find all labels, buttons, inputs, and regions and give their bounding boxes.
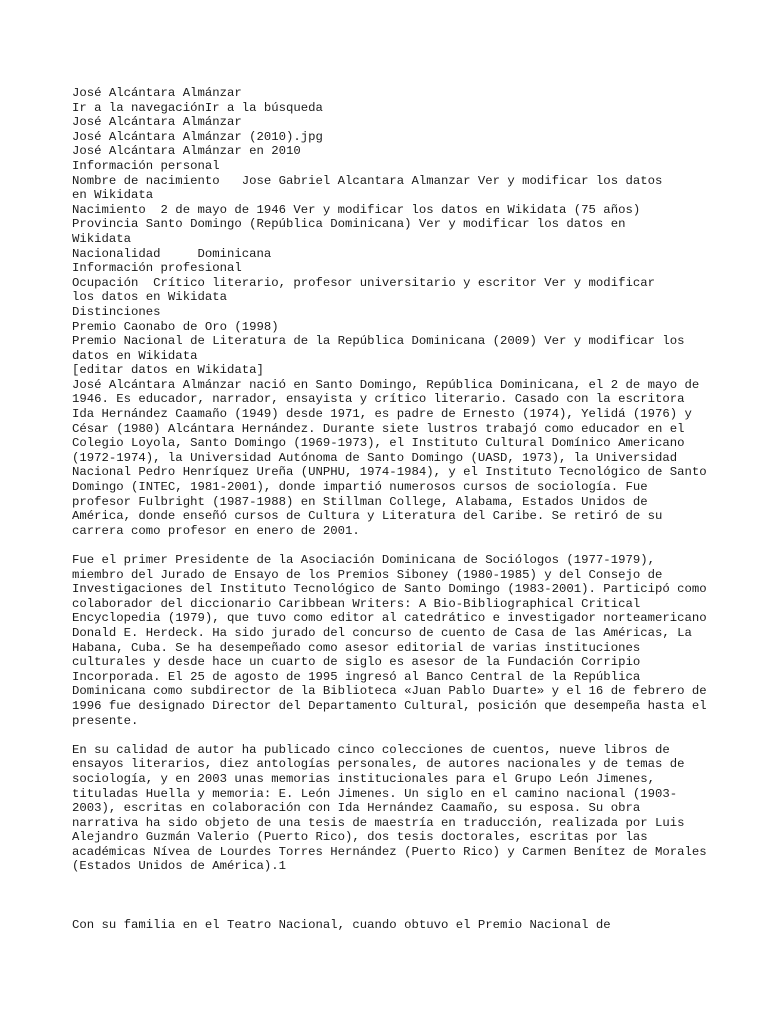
infobox-award-premio-nacional: Premio Nacional de Literatura de la República Dominicana (2009) Ver y modificar los xyxy=(72,334,685,349)
paragraph-career: Fue el primer Presidente de la Asociación Dominicana de Sociólogos (1977-1979), miembro del Jurado de Ensayo de los Premios Siboney (1980-1985) y del Consejo de Investigaciones del Instituto Tecnológico de Santo Domingo (1983-2001). Participó como colaborador del diccionario Caribbean Writers: A Bio-Bibliographical Critical Encyclopedia (1979), que tuvo como editor al catedrático e investigador norteamericano Donald E. Herdeck. Ha sido jurado del concurso de cuento de Casa de las Américas, La Habana, Cuba. Se ha desempeñado como asesor editorial de varias instituciones culturales y desde hace un cuarto de siglo es asesor de la Fundación Corripio Incorporada. El 25 de agosto de 1995 ingresó al Banco Central de la República Dominicana como subdirector de la Biblioteca «Juan Pablo Duarte» y el 16 de febrero de 1996 fue designado Director del Departamento Cultural, posición que desempeña hasta el presente. xyxy=(72,553,707,728)
infobox-birth-name: Nombre de nacimiento Jose Gabriel Alcantara Almanzar Ver y modificar los datos xyxy=(72,173,663,188)
edit-wikidata-link[interactable]: [editar datos en Wikidata] xyxy=(72,363,264,378)
paragraph-works: En su calidad de autor ha publicado cinco colecciones de cuentos, nueve libros de ensayos literarios, diez antologías personales, de autores nacionales y de temas de sociología, y en 2003 unas memorias institucionales para el Grupo León Jimenes, tituladas Huella y memoria: E. León Jimenes. Un siglo en el camino nacional (1903-2003), escritas en colaboración con Ida Hernández Caamaño, su esposa. Su obra narrativa ha sido objeto de una tesis de maestría en traducción, realizada por Luis Alejandro Guzmán Valerio (Puerto Rico), dos tesis doctorales, escritas por las académicas Nívea de Lourdes Torres Hernández (Puerto Rico) y Carmen Benítez de Morales (Estados Unidos de América).1 xyxy=(72,742,707,874)
infobox-image-caption: José Alcántara Almánzar en 2010 xyxy=(72,144,301,159)
infobox-occupation-cont: los datos en Wikidata xyxy=(72,290,227,305)
image-caption-fragment: Con su familia en el Teatro Nacional, cuando obtuvo el Premio Nacional de xyxy=(72,918,611,933)
infobox-section-professional: Información profesional xyxy=(72,261,242,276)
infobox-award-caonabo: Premio Caonabo de Oro (1998) xyxy=(72,319,279,334)
infobox-name: José Alcántara Almánzar xyxy=(72,115,242,130)
infobox-province: Provincia Santo Domingo (República Dominicana) Ver y modificar los datos en xyxy=(72,217,626,232)
infobox-awards-heading: Distinciones xyxy=(72,304,161,319)
infobox-nationality: Nacionalidad Dominicana xyxy=(72,246,272,261)
infobox-province-cont: Wikidata xyxy=(72,231,132,246)
page-title: José Alcántara Almánzar xyxy=(72,86,242,100)
infobox-image-file[interactable]: José Alcántara Almánzar (2010).jpg xyxy=(72,129,323,144)
infobox-birth-name-cont: en Wikidata xyxy=(72,188,154,203)
infobox-birth: Nacimiento 2 de mayo de 1946 Ver y modificar los datos en Wikidata (75 años) xyxy=(72,202,641,217)
infobox-award-premio-nacional-cont: datos en Wikidata xyxy=(72,348,198,363)
infobox-occupation: Ocupación Crítico literario, profesor universitario y escritor Ver y modificar xyxy=(72,275,655,290)
navigation-links[interactable]: Ir a la navegaciónIr a la búsqueda xyxy=(72,100,323,115)
document-body xyxy=(72,86,712,933)
infobox-section-personal: Información personal xyxy=(72,158,220,173)
paragraph-biography: José Alcántara Almánzar nació en Santo Domingo, República Dominicana, el 2 de mayo de 1946. Es educador, narrador, ensayista y crítico literario. Casado con la escritora Ida Hernández Caamaño (1949) desde 1971, es padre de Ernesto (1974), Yelidá (1976) y César (1980) Alcántara Hernández. Durante siete lustros trabajó como educador en el Colegio Loyola, Santo Domingo (1969-1973), el Instituto Cultural Domínico Americano (1972-1974), la Universidad Autónoma de Santo Domingo (UASD, 1973), la Universidad Nacional Pedro Henríquez Ureña (UNPHU, 1974-1984), y el Instituto Tecnológico de Santo Domingo (INTEC, 1981-2001), donde impartió numerosos cursos de sociología. Fue profesor Fulbright (1987-1988) en Stillman College, Alabama, Estados Unidos de América, donde enseñó cursos de Cultura y Literatura del Caribe. Se retiró de su carrera como profesor en enero de 2001. xyxy=(72,377,707,538)
